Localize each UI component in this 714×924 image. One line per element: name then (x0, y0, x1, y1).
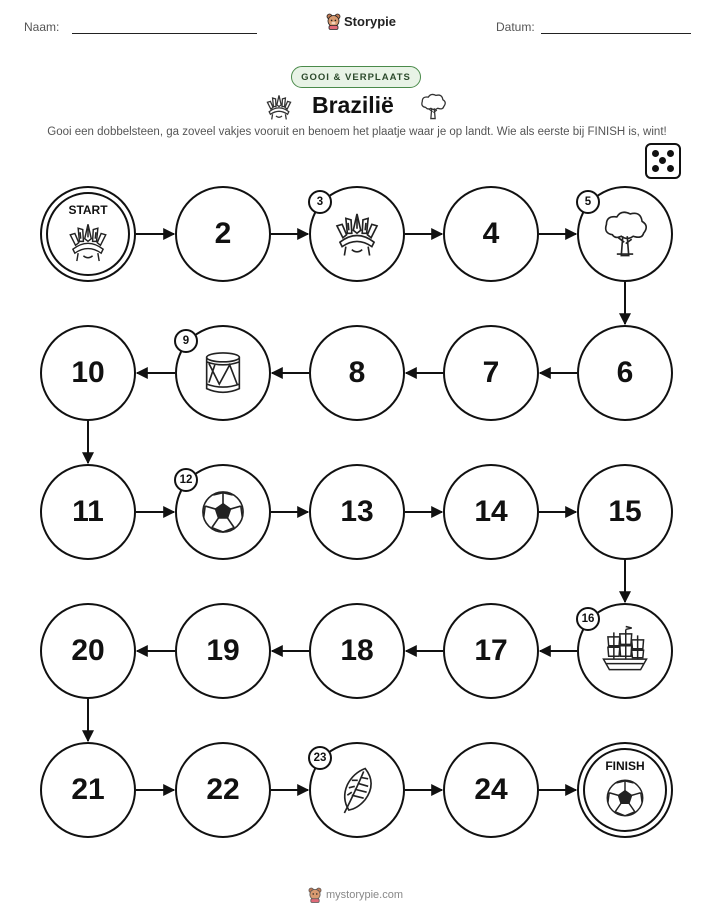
brand-name: Storypie (344, 14, 397, 29)
board-space (309, 186, 405, 282)
space-number: 15 (608, 495, 642, 528)
soccer-ball-icon (197, 486, 249, 538)
space-number-badge: 5 (576, 190, 600, 214)
headdress-icon (331, 208, 383, 260)
board-space (577, 603, 673, 699)
space-number-badge: 3 (308, 190, 332, 214)
feather-icon (331, 764, 383, 816)
space-number: 11 (72, 495, 104, 528)
space-number: 4 (482, 217, 500, 250)
board-space (40, 742, 136, 838)
finish-space (577, 742, 673, 838)
board-space (309, 464, 405, 560)
board-space (577, 325, 673, 421)
space-number-badge: 23 (308, 746, 332, 770)
board-space (309, 325, 405, 421)
space-number-badge: 12 (174, 468, 198, 492)
board-space (443, 742, 539, 838)
space-number: 7 (482, 356, 500, 389)
space-number: 13 (340, 495, 374, 528)
board-space (443, 186, 539, 282)
ship-icon (599, 625, 651, 677)
drum-icon (197, 347, 249, 399)
board-space (577, 186, 673, 282)
space-number: 24 (474, 773, 508, 806)
board-space (309, 603, 405, 699)
space-number-badge: 9 (174, 329, 198, 353)
board-space (175, 325, 271, 421)
board-space (443, 325, 539, 421)
headdress-icon (65, 219, 111, 265)
board-space (577, 464, 673, 560)
space-number: 20 (71, 634, 105, 667)
board-space (309, 742, 405, 838)
soccer-ball-icon (602, 775, 648, 821)
footer (308, 887, 403, 903)
space-number: 17 (474, 634, 508, 667)
date-label: Datum: (496, 20, 535, 34)
page-title: Brazilië (312, 92, 394, 118)
space-number: 2 (214, 217, 232, 250)
space-number: 14 (474, 495, 508, 528)
space-number: 22 (206, 773, 240, 806)
board-space (40, 325, 136, 421)
finish-label: FINISH (605, 759, 645, 773)
space-number: 19 (206, 634, 240, 667)
space-number: 10 (71, 356, 105, 389)
board-space (175, 742, 271, 838)
board-space (175, 186, 271, 282)
space-number-badge: 16 (576, 607, 600, 631)
tree-icon (599, 208, 651, 260)
instructions: Gooi een dobbelsteen, ga zoveel vakjes vooruit en benoem het plaatje waar je op landt. Wie als eerste bij FINISH is, wint! (47, 126, 667, 138)
start-label: START (68, 203, 108, 217)
board-space (443, 464, 539, 560)
board-space (443, 603, 539, 699)
board-space (175, 464, 271, 560)
start-space (40, 186, 136, 282)
activity-tag: GOOI & VERPLAATS (291, 66, 421, 88)
board-space (175, 603, 271, 699)
name-label: Naam: (24, 20, 60, 34)
space-number: 18 (340, 634, 374, 667)
website-link: mystorypie.com (326, 889, 404, 901)
space-number: 21 (71, 773, 105, 806)
bear-mascot-icon (308, 887, 322, 903)
board-space (40, 603, 136, 699)
space-number: 6 (616, 356, 634, 389)
space-number: 8 (348, 356, 366, 389)
board-space (40, 464, 136, 560)
